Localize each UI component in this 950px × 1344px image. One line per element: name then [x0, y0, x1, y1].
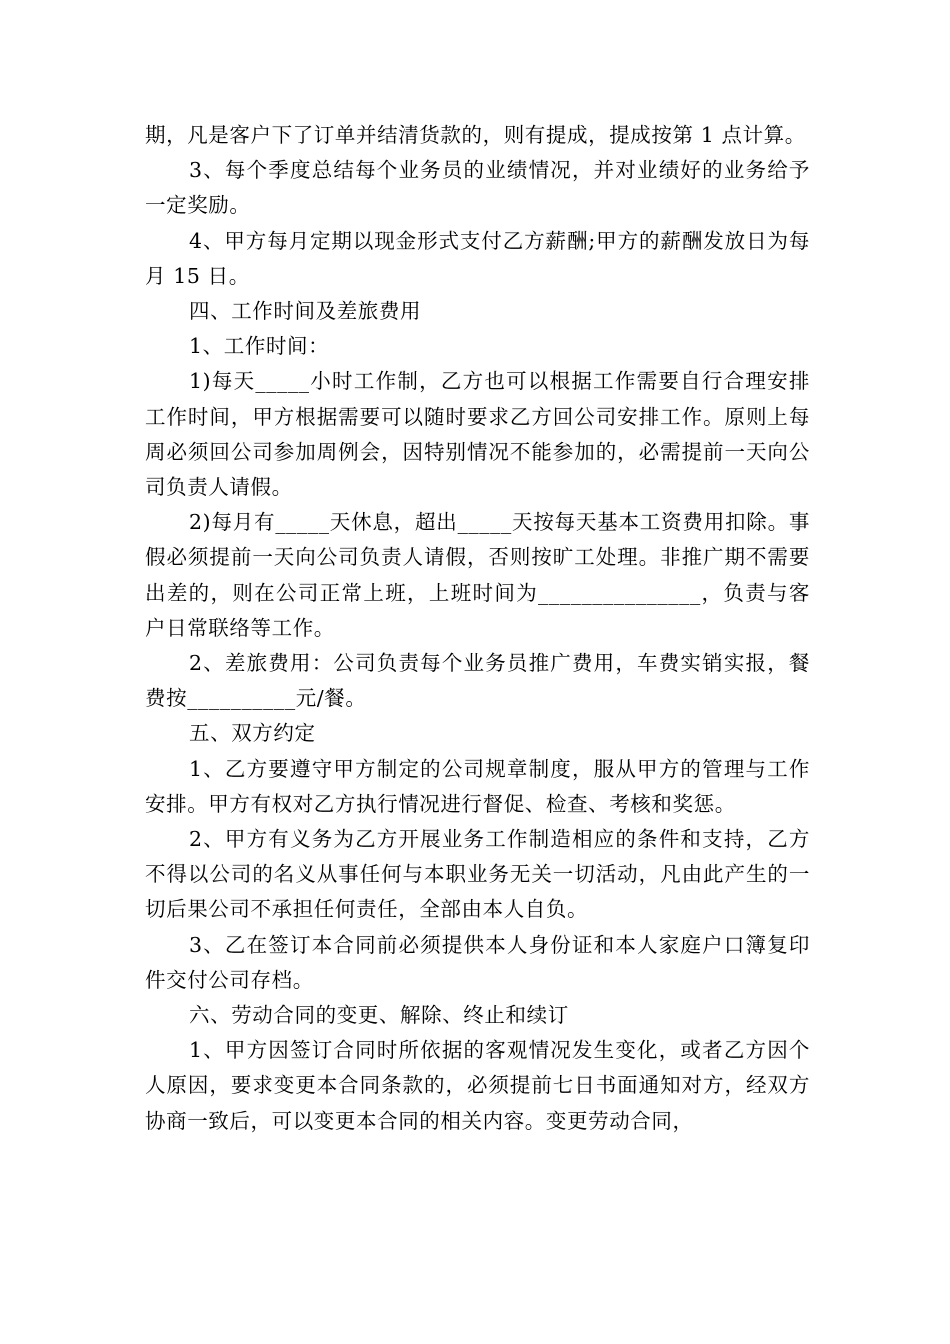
- paragraph-agreement-3: 3、乙在签订本合同前必须提供本人身份证和本人家庭户口簿复印件交付公司存档。: [145, 932, 810, 992]
- paragraph-monthly-rest: 2)每月有_____天休息，超出_____天按每天基本工资费用扣除。事假必须提前一天向公司负责人请假，否则按旷工处理。非推广期不需要出差的，则在公司正常上班，上班时间为_______________，负责与客户日常联络等工作。: [145, 510, 810, 640]
- section-heading-work-time: 四、工作时间及差旅费用: [189, 299, 422, 324]
- paragraph-travel-expenses: 2、差旅费用：公司负责每个业务员推广费用，车费实销实报，餐费按__________元/餐。: [145, 651, 810, 711]
- paragraph-daily-hours: 1)每天_____小时工作制，乙方也可以根据工作需要自行合理安排工作时间，甲方根据需要可以随时要求乙方回公司安排工作。原则上每周必须回公司参加周例会，因特别情况不能参加的，必需提前一天向公司负责人请假。: [145, 369, 810, 500]
- paragraph-quarterly-reward: 3、每个季度总结每个业务员的业绩情况，并对业绩好的业务给予一定奖励。: [145, 158, 810, 218]
- document-body: [145, 118, 810, 1139]
- section-heading-contract-changes: 六、劳动合同的变更、解除、终止和续订: [189, 1003, 569, 1028]
- paragraph-salary-payment: 4、甲方每月定期以现金形式支付乙方薪酬;甲方的薪酬发放日为每月 15 日。: [145, 228, 810, 288]
- paragraph-commission-continued: 期，凡是客户下了订单并结清货款的，则有提成，提成按第 1 点计算。: [145, 123, 806, 147]
- subheading-work-hours: 1、工作时间：: [189, 334, 330, 359]
- paragraph-agreement-1: 1、乙方要遵守甲方制定的公司规章制度，服从甲方的管理与工作安排。甲方有权对乙方执行情况进行督促、检查、考核和奖惩。: [145, 756, 810, 816]
- paragraph-contract-change-1: 1、甲方因签订合同时所依据的客观情况发生变化，或者乙方因个人原因，要求变更本合同条款的，必须提前七日书面通知对方，经双方协商一致后，可以变更本合同的相关内容。变更劳动合同，: [145, 1038, 810, 1133]
- section-heading-mutual-agreement: 五、双方约定: [189, 721, 316, 746]
- paragraph-agreement-2: 2、甲方有义务为乙方开展业务工作制造相应的条件和支持，乙方不得以公司的名义从事任何与本职业务无关一切活动，凡由此产生的一切后果公司不承担任何责任，全部由本人自负。: [145, 827, 810, 922]
